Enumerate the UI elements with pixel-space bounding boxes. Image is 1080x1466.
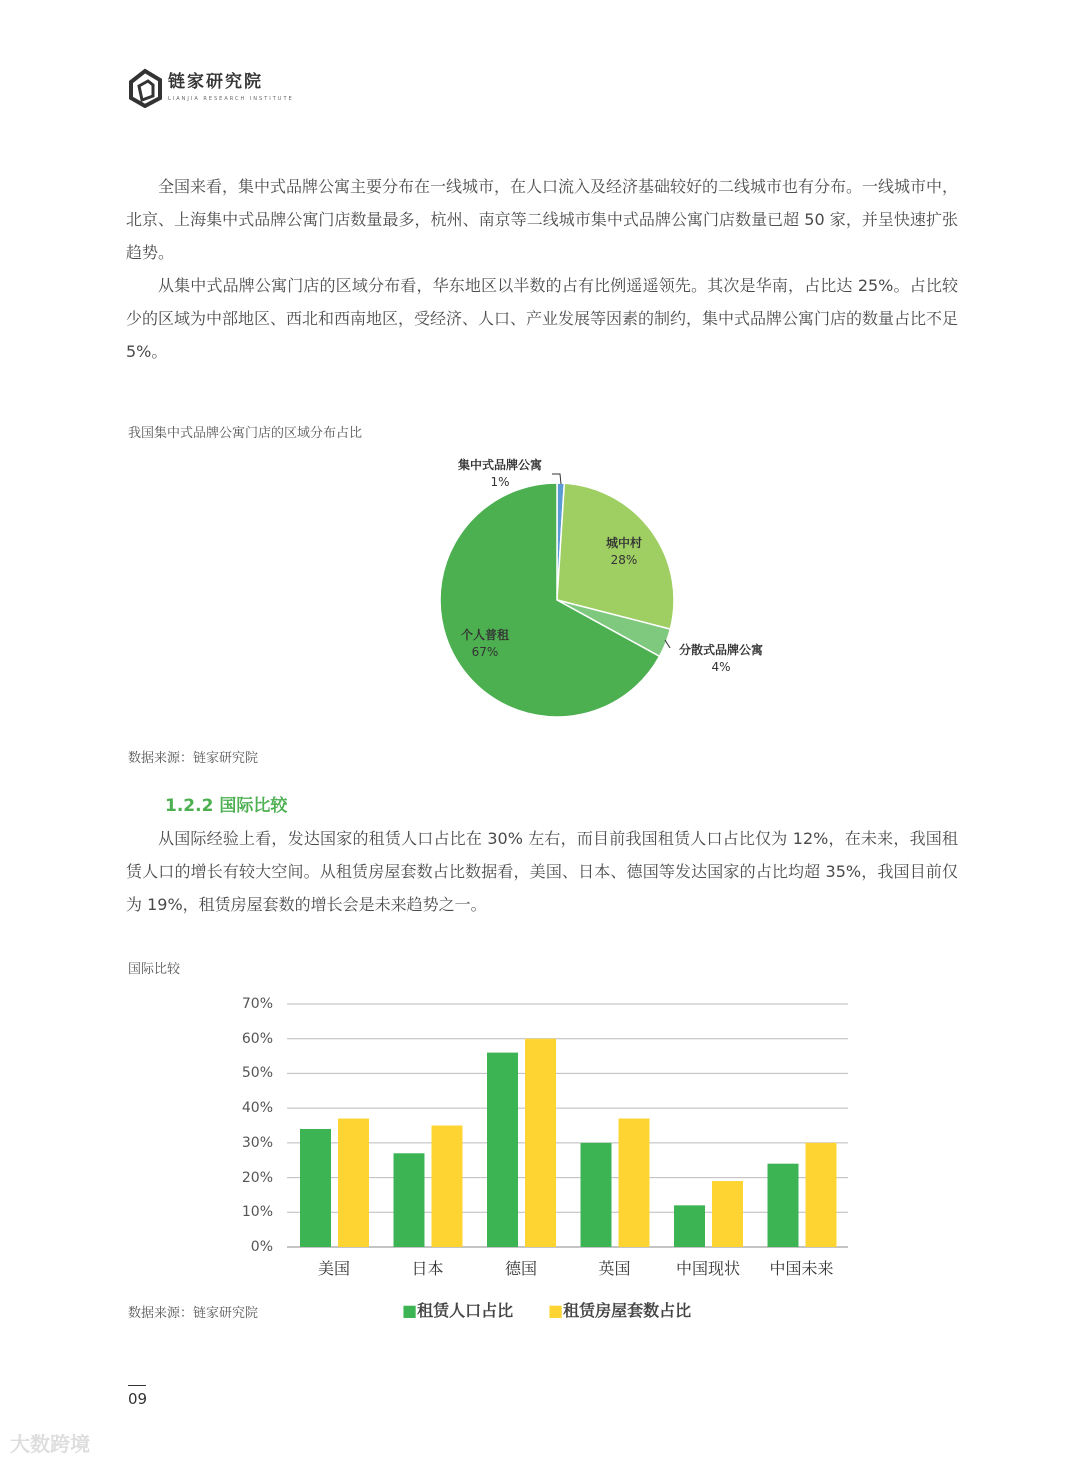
divider (128, 1385, 146, 1386)
data-source: 数据来源：链家研究院 (128, 751, 259, 766)
data-source: 数据来源：链家研究院 (128, 1306, 259, 1321)
page-number: 09 (128, 1390, 148, 1408)
pie-label-1: 城中村 28% (605, 536, 642, 567)
bar-0-0 (300, 1129, 331, 1247)
pie-label-3: 个人普租 67% (460, 628, 509, 659)
paragraph: 从集中式品牌公寓门店的区域分布看，华东地区以半数的占有比例遥遥领先。其次是华南，占比达 25%。占比较少的区域为中部地区、西北和西南地区，受经济、人口、产业发展等因素的制约，集中式品牌公寓门店的数量占比不足 5%。 (126, 276, 959, 361)
bar-caption: 国际比较 (128, 962, 181, 977)
legend-item-rent-housing: ■租赁房屋套数占比 (548, 1301, 692, 1320)
x-tick-label: 英国 (598, 1259, 631, 1278)
y-tick-label: 0% (250, 1239, 273, 1255)
bar-0-3 (581, 1143, 612, 1247)
x-tick-label: 德国 (504, 1259, 537, 1278)
y-tick-label: 50% (241, 1065, 273, 1082)
bar-1-2 (525, 1039, 556, 1247)
paragraph: 全国来看，集中式品牌公寓主要分布在一线城市，在人口流入及经济基础较好的二线城市也有分布。一线城市中，北京、上海集中式品牌公寓门店数量最多，杭州、南京等二线城市集中式品牌公寓门店数量已超 50 家，并呈快速扩张趋势。 (126, 177, 959, 262)
bar-1-1 (432, 1126, 463, 1248)
pie-caption: 我国集中式品牌公寓门店的区域分布占比 (128, 426, 363, 441)
bar-0-2 (487, 1053, 518, 1247)
x-tick-label: 美国 (317, 1259, 350, 1278)
y-tick-label: 40% (241, 1100, 273, 1117)
logo-name: 链家研究院 (168, 72, 263, 92)
y-tick-label: 30% (241, 1134, 273, 1151)
pie-label-2: 分散式品牌公寓 4% (678, 643, 763, 674)
y-tick-label: 70% (241, 996, 273, 1012)
bar-1-5 (806, 1143, 837, 1247)
paragraph: 从国际经验上看，发达国家的租赁人口占比在 30% 左右，而目前我国租赁人口占比仅为 12%，在未来，我国租赁人口的增长有较大空间。从租赁房屋套数占比数据看，美国、日本、德国等发达国家的占比均超 35%，我国目前仅为 19%，租赁房屋套数的增长会是未来趋势之一。 (126, 829, 958, 914)
y-tick-label: 20% (241, 1169, 273, 1186)
bar-1-0 (338, 1119, 369, 1247)
logo-subtitle: LIANJIA RESEARCH INSTITUTE (168, 96, 294, 102)
x-tick-label: 日本 (411, 1259, 444, 1278)
bar-1-4 (712, 1181, 743, 1247)
y-tick-label: 60% (241, 1030, 273, 1047)
y-tick-label: 10% (241, 1204, 273, 1221)
bar-0-5 (768, 1164, 799, 1247)
bar-0-1 (394, 1153, 425, 1247)
bar-0-4 (674, 1205, 705, 1247)
section-title: 1.2.2 国际比较 (165, 796, 288, 816)
watermark: 大数跨境 (10, 1432, 90, 1456)
legend-item-rent-population: ■租赁人口占比 (402, 1301, 514, 1320)
bar-1-3 (619, 1119, 650, 1247)
x-tick-label: 中国未来 (769, 1259, 834, 1278)
pie-label-0: 集中式品牌公寓 1% (457, 458, 542, 489)
x-tick-label: 中国现状 (675, 1259, 740, 1278)
